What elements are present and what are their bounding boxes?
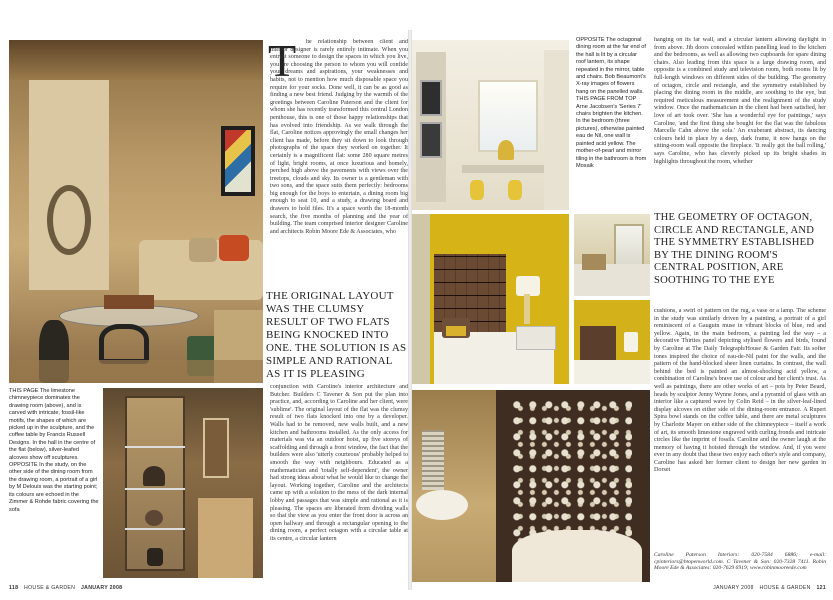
footer-left <box>9 585 209 593</box>
bedroom-view-photo <box>574 214 650 296</box>
article-column-1b: conjunction with Caroline's interior architecture and Butcher. Builders C Tavener & Son put the plan into practice, and, according to Caroline and her client, were 'sublime'. The original layout of the flat was the clumsy result of two flats knocked into one by a developer. Walls had to be removed, new walls built, and a new kitchen and bathrooms installed. As the only access for materials was via an outdoor hoist, up five storeys of scaffolding and through a front window, the fact that the builders were also 'utterly courteous' probably helped to smooth the way with neighbours. Educated as a mathematician and 'totally self-dependent', the owner had strong ideas about what he would like to change the layout. Working together, Caroline and the architects came up with a solution to the mess of the dark internal lobby and passages that was simple and rational as it is pleasing. The spaces are liberated from dividing walls so that the view as you enter the front door is across an open hallway and through a rectangular opening to the dining room, a perfect octagon with a circular table at its centre, a circular lantern <box>270 384 408 542</box>
kitchen-photo <box>412 40 569 210</box>
footer-right <box>700 585 826 593</box>
pull-quote-2: THE GEOMETRY OF OCTAGON, CIRCLE AND RECTANGLE, AND THE SYMMETRY ESTABLISHED BY THE DINING ROOM'S CENTRAL POSITION, ARE SOOTHING TO THE EYE <box>654 212 815 286</box>
issue-date-right: JANUARY 2008 <box>713 585 754 591</box>
page-number-left: 118 <box>9 585 19 591</box>
bedroom-main-photo <box>412 214 569 384</box>
page-number-right: 121 <box>816 585 826 591</box>
living-room-caption: THIS PAGE The limestone chimneypiece dominates the drawing room (above), and is carved with intricate, fossil-like motifs, the shapes of which are picked up in the sculpture, and the coffee table by Francis Russell Designs. In the hall in the centre of the flat (below), silver-leafed alcoves show off sculptures. OPPOSITE In the study, on the other side of the dining room from the drawing room, a portrait of a girl by M Delouis was the starting point; its colours are echoed in the Zimmer & Rohde fabric covering the sofa <box>9 388 99 513</box>
article-column-2b: cushions, a swirl of pattern on the rug, a vase or a lamp. The scheme in the study was similarly driven by a painting, a portrait of a girl reminiscent of a Gauguin muse in vibrant blocks of blue, red and yellow. Again, in the main bedroom, a painting led the way – a decorative Thirties panel depicting stylised flowers and birds, found by Caroline at The Daily Telegraph/House & Garden Fair. Its softer tones inspired the choice of eau-de-Nil paint for the walls, and the pattern of the hand-blocked sheer linen curtains. In contrast, the wall behind the bed is painted an almost-shocking acid yellow, a combination of Caroline's brave use of colour and her client's trust. As well as paintings, there are other works of art – pots by Peter Beard, heads by sculptor Jenny Wynne Jones, and a pyramid of glass with an interior like a captured wave by Colin Reid – in the silver-leaf-lined display alcoves on either side of the dining-room entrance. A Rupert Spira bowl stands on the coffee table, and there are metal sculptures by Charlotte Mayer on either side of the chimneypiece – itself a work of art, its smooth limestone engraved with curling fronds and intricate circles like the imprint of fossils. Caroline and the owner laugh at the memory of having it hoisted through the window. And, if you were ever in any doubt that these two enjoy each other's style and company, Caroline has asked her former client to design her new garden in Dorset <box>654 308 826 474</box>
magazine-name-left: HOUSE & GARDEN <box>24 585 76 591</box>
bedroom-yellow-photo <box>574 300 650 384</box>
magazine-name-right: HOUSE & GARDEN <box>759 585 811 591</box>
bathroom-photo <box>412 390 650 582</box>
drop-cap: T <box>268 39 297 79</box>
kitchen-caption: OPPOSITE The octagonal dining room at the far end of the hall is lit by a circular roof lantern, its shape repeated in the mirror, table and chairs. Bob Beaumont's X-ray images of flowers hang on the panelled walls. THIS PAGE FROM TOP Arne Jacobsen's 'Series 7' chairs brighten the kitchen. In the bedroom (three pictures), otherwise painted eau de Nil, one wall is painted acid yellow. The mother-of-pearl and mirror tiling in the bathroom is from Mosaik <box>576 37 647 169</box>
credits: Caroline Paterson Interiors: 020-7584 6886; e-mail: cpinteriors@btopenworld.com. C Tavener & Son: 020-7328 7411. Robin Moore Ede & Associates: 020-7629 6919; www.robinmooreede.com <box>654 552 826 572</box>
hall-alcoves-photo <box>103 388 263 578</box>
living-room-photo <box>9 40 263 383</box>
abstract-painting <box>221 126 255 196</box>
article-column-2: hanging on its far wall, and a circular lantern allowing daylight in from above. Jib doors concealed within panelling lead to the kitchen and the bedrooms, as well as allowing two cupboards for spare dining chairs. Also leading from this space is a large drawing room, and opposite is a combined study and television room, both rooms lit by full-length windows on different sides of the building. The geometry of octagon, circle and rectangle, and the symmetry established by placing the dining room in the middle, are soothing to the eye, but required meticulous measurement and the realignment of the study window. Once the mathematician in the client had been satisfied, her love of art took over. 'She has a wonderful eye for paintings,' says Caroline, 'and the first thing she bought for the flat was the fabulous Marcelle Cahn above the sofa.' An exuberant abstract, its dancing colours held in place by a deep, dark frame, it now hangs on the sitting-room wall opposite the fireplace. 'It really got the ball rolling,' says Caroline, who has cleverly picked up its bright shades in highlights throughout the room, whether <box>654 37 826 165</box>
article-column-1: he relationship between client and interior designer is rarely entirely intimate. When you entrust someone to design the spaces in which you live, you are choosing the person to whom you will confide your dreams and aspirations, your weaknesses and habits, not to mention how much disposable space you require for your socks. Done well, it can be as good as finding a new best friend. Judging by the warmth of the greetings between Caroline Paterson and the client for whom she has recently transformed this central London penthouse, this is one of those happy relationships that has evolved into friendship. As we walk through the flat, Caroline notices approvingly the small changes her client has made, before they sit down to look through photographs of the space they worked on together. It certainly is a magnificent flat: some 280 square metres of light, bright rooms, at once luxurious and homely, perched high above the pavements with views over the treetops, clouds and sky. Its owner is a gentleman with two sons, and the space suits them perfectly: bedrooms big enough for the boys to entertain, a dining room big enough to seat 10, and a study, a drawing board and drawers to hold files. It's a space worth the 18-month search, the five months of planning and the year of building. The team comprised interior designer Caroline and architects Robin Moore Ede & Associates, who <box>270 39 408 235</box>
issue-date-left: JANUARY 2008 <box>80 585 123 591</box>
pull-quote-1: THE ORIGINAL LAYOUT WAS THE CLUMSY RESULT OF TWO FLATS BEING KNOCKED INTO ONE. THE SOLUTION IS AS SIMPLE AND RATIONAL AS IT IS PLEASING <box>266 290 407 380</box>
